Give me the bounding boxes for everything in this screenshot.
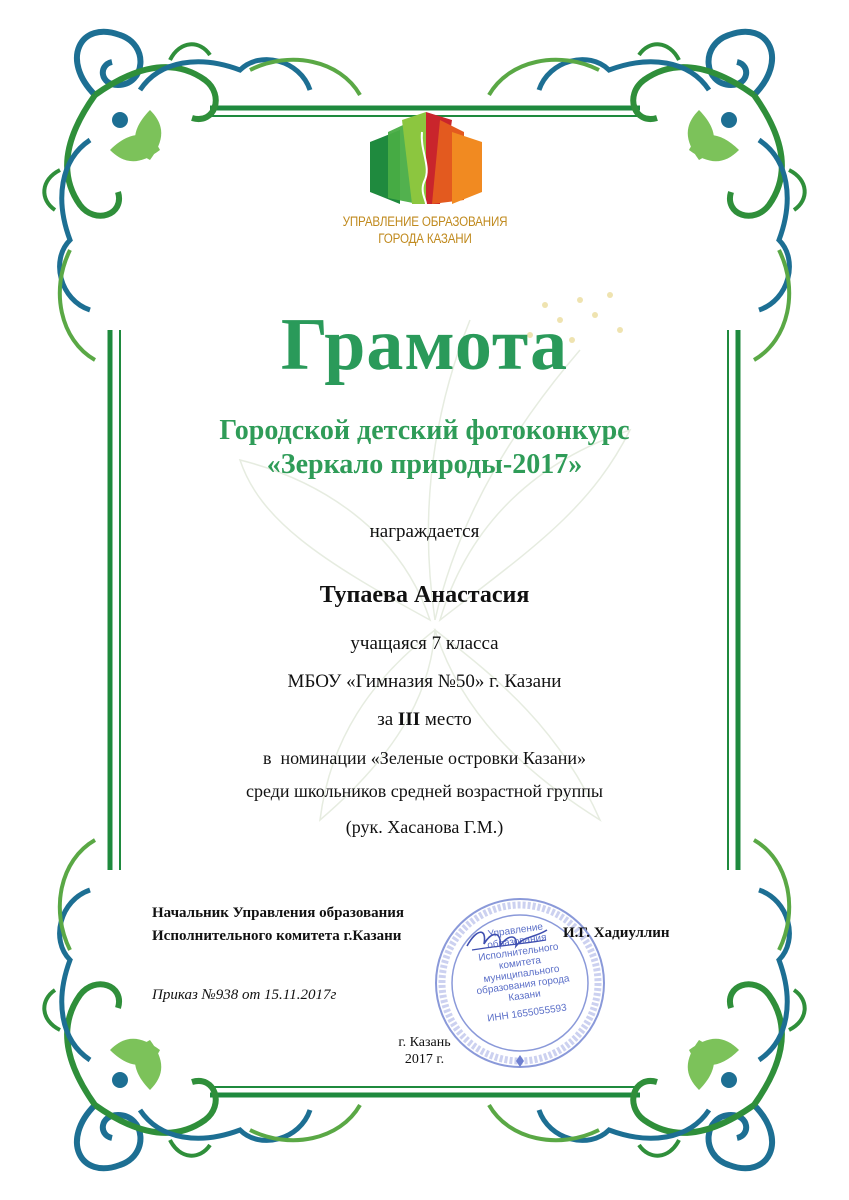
stamp-center-text: Управление образования Исполнительного комитета муниципального образования города Казани: [475, 921, 571, 1004]
student-line: учащаяся 7 класса: [350, 633, 499, 654]
signer-title-line2: Исполнительного комитета г.Казани: [152, 928, 402, 944]
contest-line2: «Зеркало природы-2017»: [266, 449, 583, 480]
recipient-name: Тупаева Анастасия: [319, 582, 530, 608]
education-department-logo: [360, 112, 490, 207]
place-line: [0, 709, 849, 731]
year-label: 2017 г.: [404, 1052, 445, 1067]
place-value: III: [397, 709, 421, 730]
city-label: г. Казань: [398, 1035, 451, 1050]
org-name-line1: УПРАВЛЕНИЕ ОБРАЗОВАНИЯ: [342, 214, 508, 229]
place-suffix: место: [424, 709, 472, 730]
contest-line1: Городской детский фотоконкурс: [219, 415, 630, 446]
nomination-line: в номинации «Зеленые островки Казани»: [262, 748, 587, 768]
group-line: среди школьников средней возрастной группы: [245, 781, 604, 801]
signer-name: И.Г. Хадиуллин: [563, 925, 670, 941]
awarded-label: награждается: [369, 521, 480, 542]
signature-icon: [462, 918, 552, 958]
org-name-line2: ГОРОДА КАЗАНИ: [378, 231, 472, 246]
place-and-date: [0, 1034, 849, 1068]
school-line: МБОУ «Гимназия №50» г. Казани: [287, 671, 562, 692]
contest-title: [0, 414, 849, 482]
organization-name: [300, 213, 549, 247]
order-line: Приказ №938 от 15.11.2017г: [152, 987, 337, 1003]
supervisor-line: (рук. Хасанова Г.М.): [345, 817, 504, 837]
signer-title-line1: Начальник Управления образования: [152, 905, 404, 921]
stamp-inn: ИНН 1655055593: [486, 1002, 568, 1025]
place-prefix: за: [377, 709, 394, 730]
signer-title: [152, 902, 404, 948]
certificate-title: Грамота: [280, 304, 569, 386]
